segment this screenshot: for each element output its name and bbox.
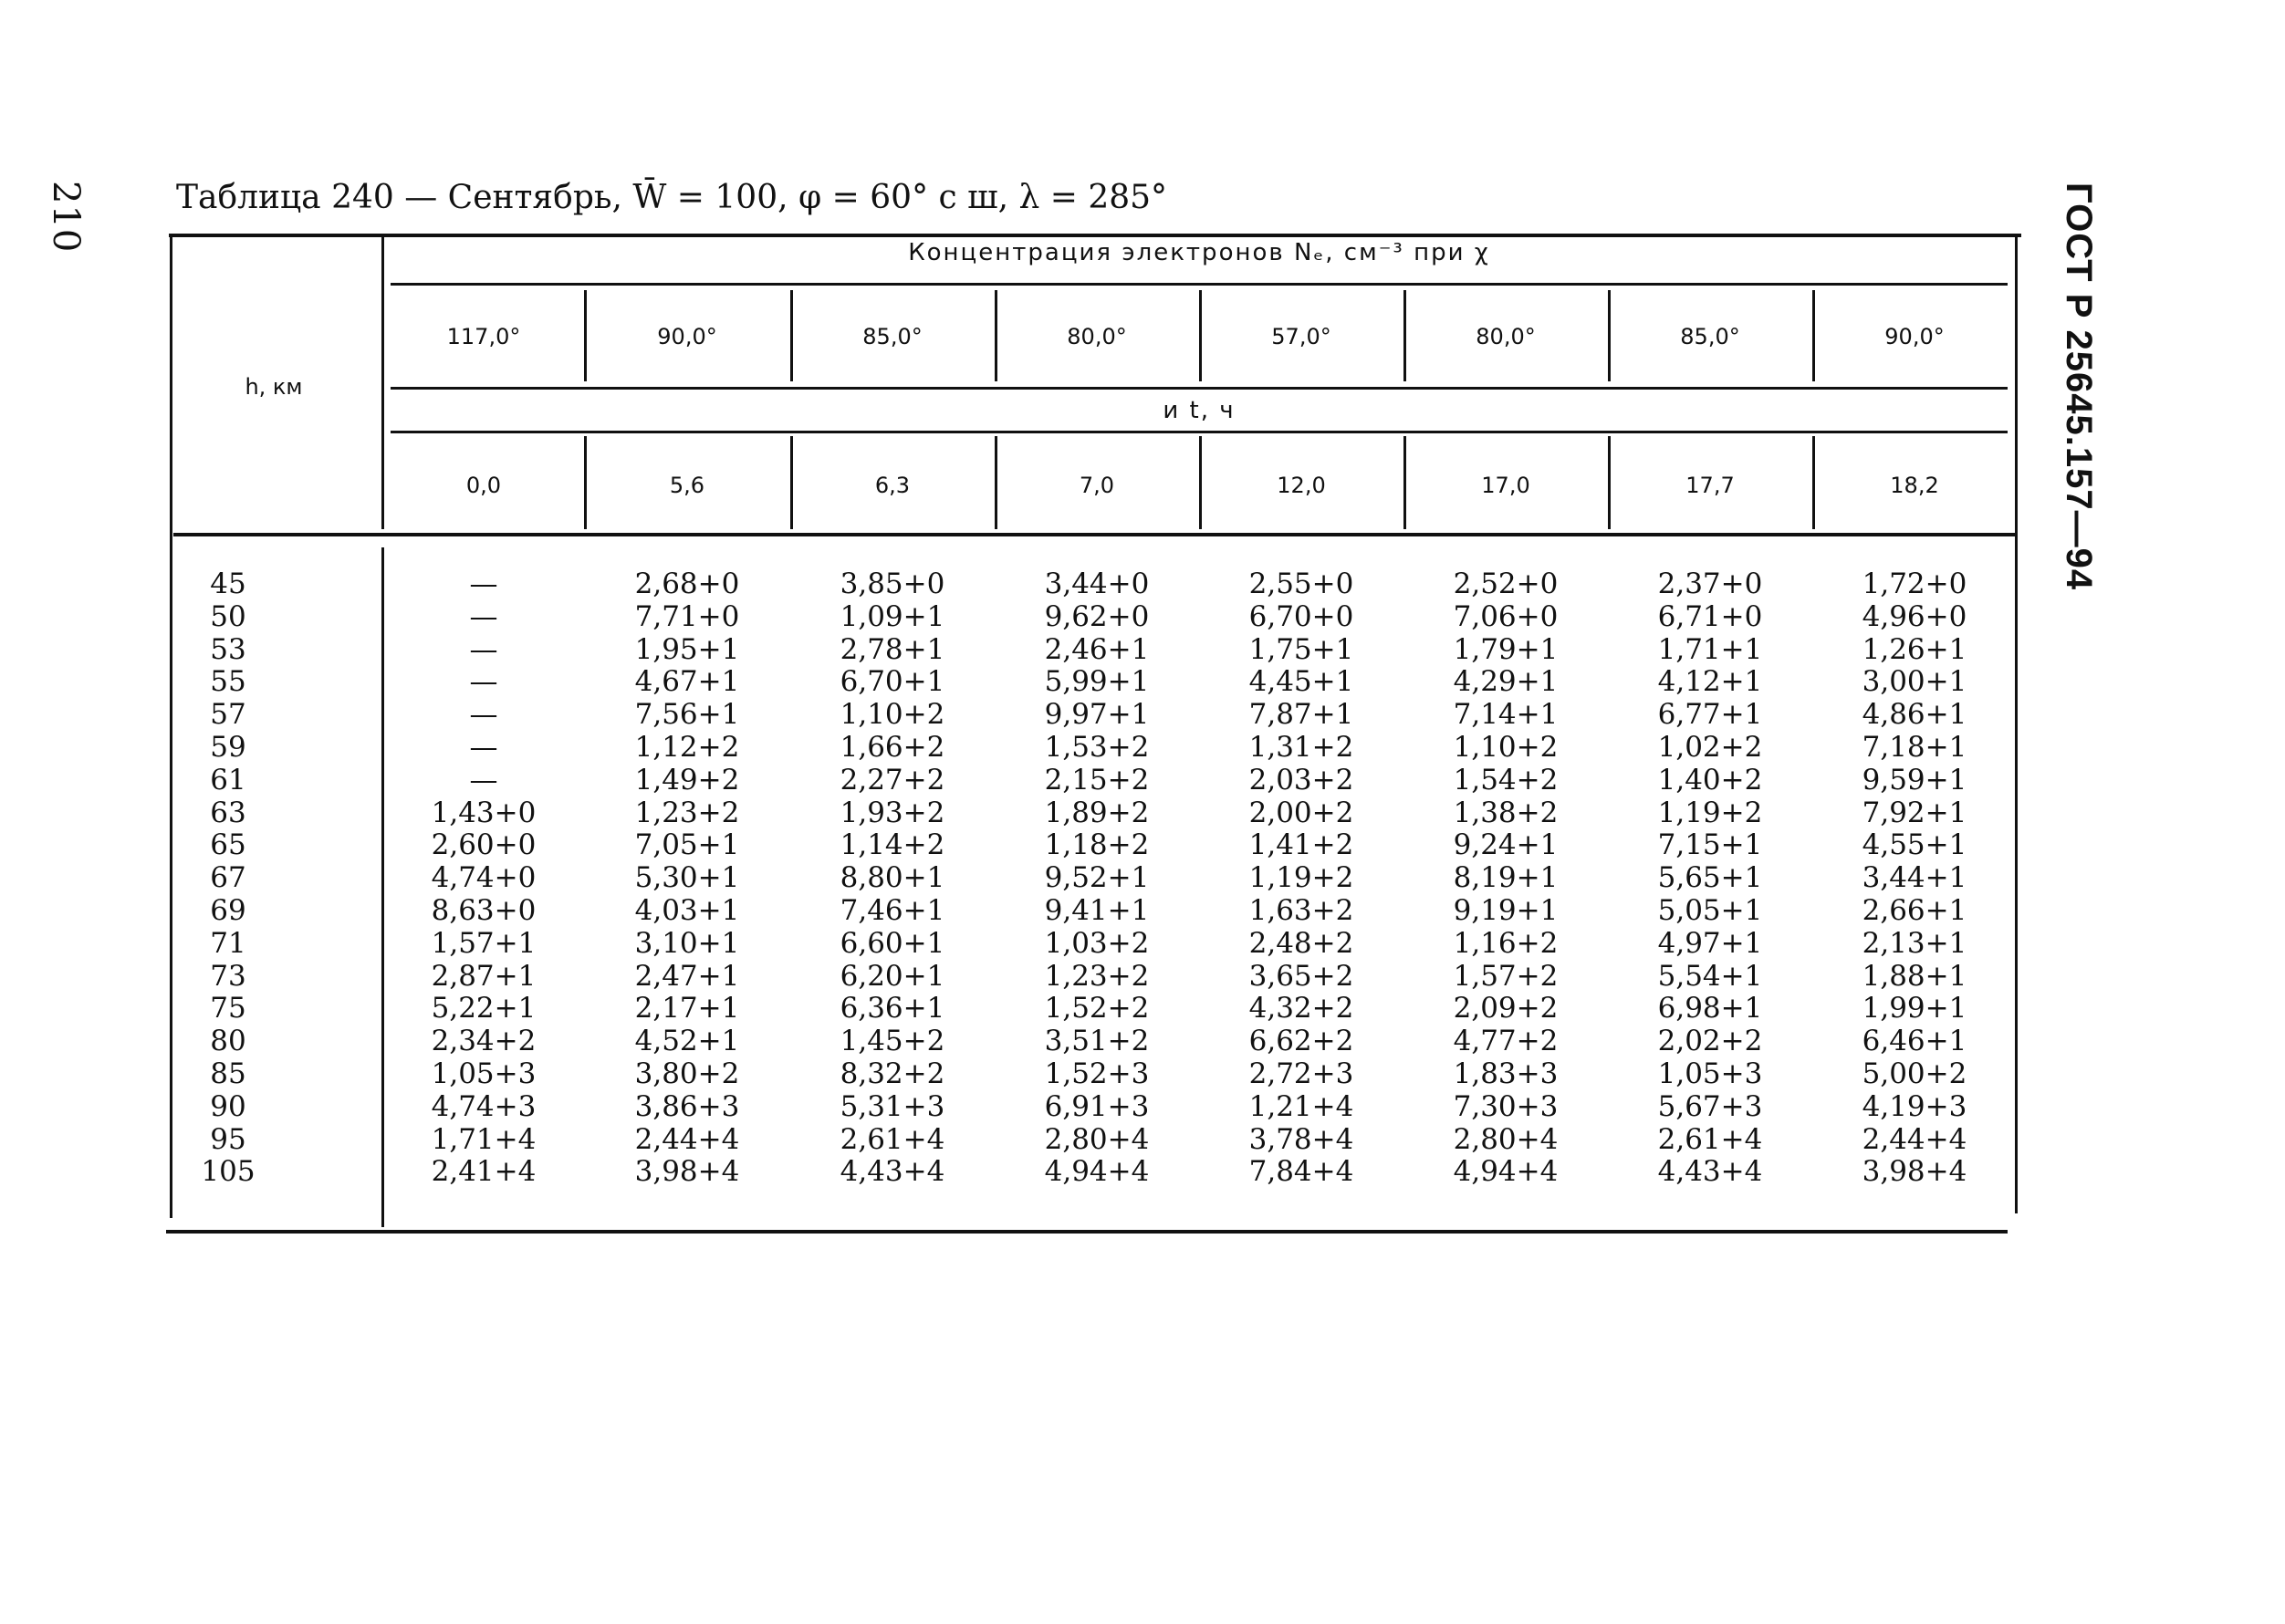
table-cell: 8,63+0 [431,894,537,927]
table-cell: 5,22+1 [431,992,537,1025]
table-cell: 3,51+2 [1044,1025,1150,1057]
header-chi: 80,0° [1476,324,1536,349]
header-chi: 117,0° [446,324,521,349]
table-cell: 1,95+1 [634,633,740,666]
table-cell: 6,91+3 [1044,1090,1150,1123]
table-cell: 1,10+2 [1453,731,1559,764]
row-h-label: 59 [210,731,246,764]
table-cell: 4,29+1 [1453,665,1559,698]
table-cell: 3,85+0 [840,567,945,600]
table-cell: 7,46+1 [840,894,945,927]
table-cell: 6,77+1 [1657,698,1763,731]
table-cell: 4,67+1 [634,665,740,698]
table-cell: 4,12+1 [1657,665,1763,698]
table-cell: 2,60+0 [431,828,537,861]
table-cell: 7,84+4 [1248,1155,1354,1188]
table-cell: 1,72+0 [1862,567,1967,600]
rule-v [170,235,172,1218]
table-cell: 9,19+1 [1453,894,1559,927]
table-cell: 1,52+2 [1044,992,1150,1025]
rule-v [1608,436,1611,529]
rule-v [1403,290,1406,381]
table-cell: 9,62+0 [1044,600,1150,633]
table-cell: 2,68+0 [634,567,740,600]
page-number: 210 [45,181,87,254]
table-cell: 8,19+1 [1453,861,1559,894]
table-cell: 4,03+1 [634,894,740,927]
header-chi: 57,0° [1271,324,1331,349]
table-cell: 6,20+1 [840,960,945,993]
row-h-label: 75 [210,992,246,1025]
table-cell: — [469,600,498,633]
table-cell: 6,60+1 [840,927,945,960]
rule-v [381,235,384,529]
header-chi: 80,0° [1067,324,1127,349]
table-cell: 2,17+1 [634,992,740,1025]
table-cell: 1,99+1 [1862,992,1967,1025]
table-cell: 7,18+1 [1862,731,1967,764]
table-cell: 1,43+0 [431,796,537,829]
row-h-label: 63 [210,796,246,829]
rule-v [2015,235,2018,1213]
table-cell: 1,83+3 [1453,1057,1559,1090]
table-cell: 2,00+2 [1248,796,1354,829]
table-cell: 1,03+2 [1044,927,1150,960]
table-cell: 7,92+1 [1862,796,1967,829]
table-cell: 4,55+1 [1862,828,1967,861]
table-cell: 2,52+0 [1453,567,1559,600]
table-cell: 1,71+1 [1657,633,1763,666]
table-cell: — [469,764,498,796]
table-cell: 1,41+2 [1248,828,1354,861]
row-h-label: 65 [210,828,246,861]
rule-v [1812,436,1815,529]
header-t: 0,0 [465,473,502,498]
table-cell: 2,80+4 [1044,1123,1150,1156]
table-cell: 2,55+0 [1248,567,1354,600]
table-cell: 1,38+2 [1453,796,1559,829]
table-cell: 1,66+2 [840,731,945,764]
rule-h [173,533,2017,536]
rule-v [1403,436,1406,529]
row-h-label: 80 [210,1025,246,1057]
table-cell: 2,87+1 [431,960,537,993]
table-cell: 5,31+3 [840,1090,945,1123]
row-h-label: 73 [210,960,246,993]
table-cell: 2,80+4 [1453,1123,1559,1156]
table-cell: 4,52+1 [634,1025,740,1057]
table-cell: 5,30+1 [634,861,740,894]
table-cell: 2,15+2 [1044,764,1150,796]
header-time: и t, ч [1163,397,1236,424]
row-h-label: 61 [210,764,246,796]
table-cell: 2,44+4 [1862,1123,1967,1156]
table-cell: 2,47+1 [634,960,740,993]
table-cell: 1,09+1 [840,600,945,633]
table-cell: — [469,665,498,698]
row-header-h-km: h, км [245,374,303,400]
rule-v [1199,436,1202,529]
table-cell: 2,72+3 [1248,1057,1354,1090]
table-cell: 4,77+2 [1453,1025,1559,1057]
table-cell: 6,71+0 [1657,600,1763,633]
table-cell: 7,14+1 [1453,698,1559,731]
table-cell: 3,44+1 [1862,861,1967,894]
rule-h [391,283,2008,286]
rule-v [1199,290,1202,381]
table-cell: 1,05+3 [431,1057,537,1090]
header-chi: 85,0° [1680,324,1740,349]
table-cell: 1,21+4 [1248,1090,1354,1123]
table-cell: 4,74+3 [431,1090,537,1123]
table-cell: 2,34+2 [431,1025,537,1057]
table-cell: 4,43+4 [840,1155,945,1188]
table-cell: 1,54+2 [1453,764,1559,796]
rule-v [584,290,587,381]
header-t: 17,0 [1481,473,1530,498]
table-cell: 6,70+1 [840,665,945,698]
table-cell: 1,31+2 [1248,731,1354,764]
table-cell: 9,52+1 [1044,861,1150,894]
table-cell: 2,78+1 [840,633,945,666]
header-t: 6,3 [874,473,911,498]
row-h-label: 50 [210,600,246,633]
table-cell: 1,45+2 [840,1025,945,1057]
table-cell: 7,87+1 [1248,698,1354,731]
table-cell: 1,93+2 [840,796,945,829]
table-cell: 2,09+2 [1453,992,1559,1025]
table-cell: 3,86+3 [634,1090,740,1123]
table-cell: 1,23+2 [1044,960,1150,993]
table-cell: 5,54+1 [1657,960,1763,993]
table-cell: 7,30+3 [1453,1090,1559,1123]
table-cell: 7,06+0 [1453,600,1559,633]
table-cell: 1,57+1 [431,927,537,960]
table-cell: 8,32+2 [840,1057,945,1090]
table-cell: 3,78+4 [1248,1123,1354,1156]
table-cell: 6,46+1 [1862,1025,1967,1057]
table-cell: 6,70+0 [1248,600,1354,633]
table-cell: 3,10+1 [634,927,740,960]
table-cell: 1,18+2 [1044,828,1150,861]
table-cell: 4,97+1 [1657,927,1763,960]
table-cell: 2,48+2 [1248,927,1354,960]
table-cell: 6,62+2 [1248,1025,1354,1057]
table-cell: 7,56+1 [634,698,740,731]
row-h-label: 69 [210,894,246,927]
table-cell: 1,23+2 [634,796,740,829]
rule-v [790,436,793,529]
row-h-label: 85 [210,1057,246,1090]
rule-v [584,436,587,529]
table-caption: Таблица 240 — Сентябрь, W̄ = 100, φ = 60° с ш, λ = 285° [176,179,1168,216]
table-cell: 9,41+1 [1044,894,1150,927]
table-cell: 3,65+2 [1248,960,1354,993]
table-cell: 7,15+1 [1657,828,1763,861]
table-cell: 3,44+0 [1044,567,1150,600]
table-cell: — [469,633,498,666]
table-cell: 2,66+1 [1862,894,1967,927]
table-cell: 3,98+4 [1862,1155,1967,1188]
row-h-label: 53 [210,633,246,666]
table-cell: 2,46+1 [1044,633,1150,666]
table-cell: 1,26+1 [1862,633,1967,666]
header-t: 5,6 [669,473,705,498]
table-cell: 7,05+1 [634,828,740,861]
header-t: 18,2 [1890,473,1939,498]
table-cell: 1,52+3 [1044,1057,1150,1090]
table-cell: 2,44+4 [634,1123,740,1156]
table-cell: 2,61+4 [1657,1123,1763,1156]
table-cell: 1,49+2 [634,764,740,796]
table-cell: 2,41+4 [431,1155,537,1188]
row-h-label: 55 [210,665,246,698]
table-cell: 4,32+2 [1248,992,1354,1025]
table-cell: 4,96+0 [1862,600,1967,633]
row-h-label: 71 [210,927,246,960]
table-cell: 2,37+0 [1657,567,1763,600]
table-cell: 5,65+1 [1657,861,1763,894]
rule-h [391,431,2008,433]
table-cell: 2,03+2 [1248,764,1354,796]
table-cell: 1,05+3 [1657,1057,1763,1090]
row-h-label: 95 [210,1123,246,1156]
row-h-label: 67 [210,861,246,894]
rule-h [169,234,2021,237]
table-cell: 9,59+1 [1862,764,1967,796]
table-cell: 1,19+2 [1657,796,1763,829]
table-cell: 1,16+2 [1453,927,1559,960]
table-cell: 1,79+1 [1453,633,1559,666]
table-cell: 5,05+1 [1657,894,1763,927]
table-cell: 5,99+1 [1044,665,1150,698]
table-cell: 2,27+2 [840,764,945,796]
row-h-label: 45 [210,567,246,600]
table-cell: 1,10+2 [840,698,945,731]
table-cell: — [469,731,498,764]
rule-v [381,547,384,1227]
table-cell: — [469,567,498,600]
standard-code: ГОСТ Р 25645.157—94 [2059,182,2099,591]
table-cell: 1,89+2 [1044,796,1150,829]
rule-v [1608,290,1611,381]
table-cell: 8,80+1 [840,861,945,894]
table-cell: 1,02+2 [1657,731,1763,764]
rule-v [1812,290,1815,381]
table-cell: 1,75+1 [1248,633,1354,666]
table-cell: 4,43+4 [1657,1155,1763,1188]
header-chi: 90,0° [1884,324,1945,349]
table-cell: 4,94+4 [1044,1155,1150,1188]
row-h-label: 105 [201,1155,256,1188]
table-cell: 3,00+1 [1862,665,1967,698]
table-cell: 4,74+0 [431,861,537,894]
table-cell: 5,67+3 [1657,1090,1763,1123]
header-t: 12,0 [1277,473,1326,498]
table-cell: 1,63+2 [1248,894,1354,927]
rule-h [166,1230,2008,1234]
row-h-label: 57 [210,698,246,731]
table-cell: 4,86+1 [1862,698,1967,731]
table-cell: 4,19+3 [1862,1090,1967,1123]
table-cell: 3,80+2 [634,1057,740,1090]
table-cell: 1,12+2 [634,731,740,764]
table-cell: 1,40+2 [1657,764,1763,796]
table-cell: 6,36+1 [840,992,945,1025]
rule-v [995,290,997,381]
table-cell: 3,98+4 [634,1155,740,1188]
rule-v [995,436,997,529]
table-cell: 1,14+2 [840,828,945,861]
table-cell: 2,13+1 [1862,927,1967,960]
row-h-label: 90 [210,1090,246,1123]
table-cell: 2,61+4 [840,1123,945,1156]
table-cell: 1,19+2 [1248,861,1354,894]
rule-v [790,290,793,381]
table-cell: 5,00+2 [1862,1057,1967,1090]
header-chi: 85,0° [862,324,923,349]
rule-h [391,387,2008,390]
table-cell: 1,53+2 [1044,731,1150,764]
table-cell: 4,45+1 [1248,665,1354,698]
header-t: 7,0 [1079,473,1115,498]
header-chi: 90,0° [657,324,717,349]
table-cell: 1,88+1 [1862,960,1967,993]
header-electron-concentration: Концентрация электронов Nₑ, см⁻³ при χ [908,239,1490,266]
table-cell: — [469,698,498,731]
header-t: 17,7 [1685,473,1735,498]
table-cell: 7,71+0 [634,600,740,633]
table-cell: 9,24+1 [1453,828,1559,861]
table-cell: 9,97+1 [1044,698,1150,731]
table-cell: 1,71+4 [431,1123,537,1156]
table-cell: 4,94+4 [1453,1155,1559,1188]
table-cell: 1,57+2 [1453,960,1559,993]
table-cell: 6,98+1 [1657,992,1763,1025]
table-cell: 2,02+2 [1657,1025,1763,1057]
